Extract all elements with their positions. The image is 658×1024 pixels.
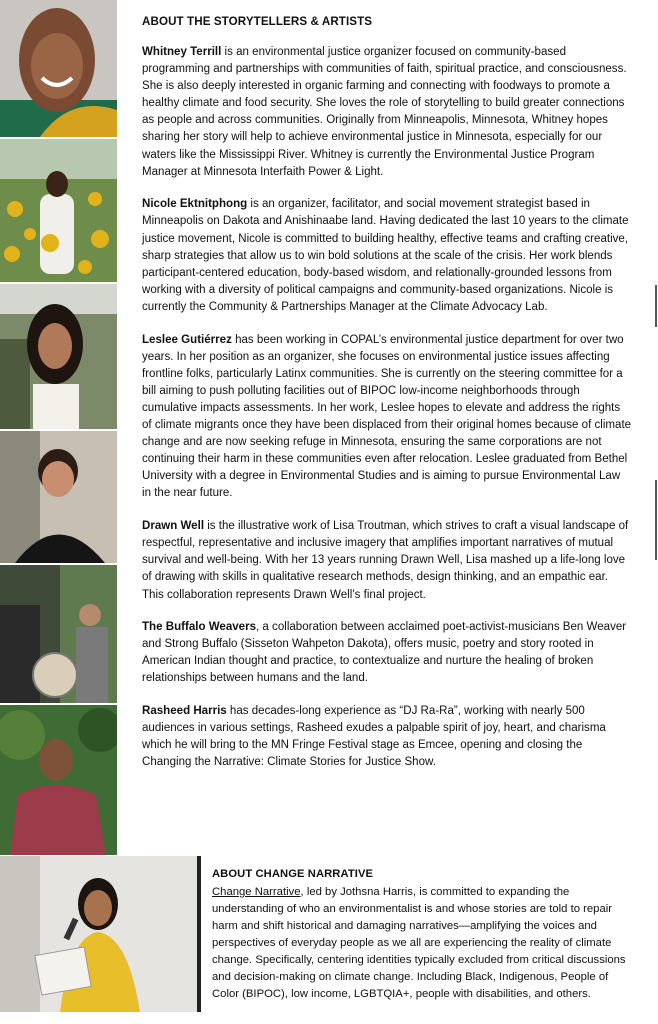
bio-whitney — [142, 44, 632, 181]
storytellers-section — [142, 14, 632, 787]
bio-text: has been working in COPAL’s environmental justice department for over two years. In her position as an organizer, she focuses on environmental justice issues affecting frontline folks, particularly Latinx communities. She is currently on the steering committee for a bill aiming to push polluting facilities out of BIPOC low-income neighborhoods through cumulative impacts assessments. In her work, Leslee hopes to elevate and address the rights of climate migrants once they have been displaced from their original homes because of climate change and are now seeking refuge in Minnesota, ensuring the same corporations are not continuing their harm in these communities even after relocation. Leslee graduated from Bethel University with a degree in Environmental Studies and is aiming to pursue Environmental Law in the near future. — [142, 333, 632, 500]
bio-text: is an environmental justice organizer focused on community-based programming and partnerships with communities of faith, spiritual practice, and consciousness. She is also deeply interested in organic farming and connecting with foodways to promote a healthy climate and food security. She loves the role of storytelling to build greater connections as people and across communities. Originally from Minneapolis, Minnesota, Whitney hopes sharing her story will help to achieve environmental justice in Minnesota, especially for our waters like the Mississippi River. Whitney is currently the Environmental Justice Program Manager at Minnesota Interfaith Power & Light. — [142, 46, 627, 178]
scroll-indicator-top — [655, 285, 657, 327]
portrait-photo-whitney — [0, 0, 117, 137]
change-narrative-photo — [0, 856, 201, 1012]
bio-leslee — [142, 332, 632, 503]
portrait-photo-nicole — [0, 139, 117, 282]
scroll-indicator-bottom — [655, 480, 657, 560]
bio-text: has decades-long experience as “DJ Ra-Ra”, working with nearly 500 audiences in various settings, Rasheed exudes a palpable spirit of joy, heart, and charisma which he will bring to the MN Fringe Festival stage as Emcee, opening and closing the Changing the Narrative: Climate Stories for Justice Show. — [142, 705, 606, 769]
bio-text: is the illustrative work of Lisa Troutman, which strives to craft a visual landscape of respectful, representative and inclusive imagery that amplifies important narratives of mutual survival and well-being. With her 13 years running Drawn Well, Lisa mashed up a life-long love of drawing with skills in qualitative research methods, design thinking, and an empathic ear. This collaboration represents Drawn Well’s final project. — [142, 520, 629, 601]
bio-buffalo-weavers — [142, 619, 632, 687]
portrait-photo-buffalo-weavers — [0, 565, 117, 703]
bio-drawn-well — [142, 518, 632, 603]
bio-name: Leslee Gutiérrez — [142, 333, 232, 346]
portrait-photo-rasheed — [0, 705, 117, 855]
bio-name: Nicole Ektnitphong — [142, 198, 248, 211]
bio-text: , a collaboration between acclaimed poet-activist-musicians Ben Weaver and Strong Buffalo (Sisseton Wahpeton Dakota), offers music, poetry and story rooted in American Indian thought and practice, to contextualize and nurture the healing of broken relationships between humans and the land. — [142, 621, 627, 685]
section-heading: ABOUT THE STORYTELLERS & ARTISTS — [142, 15, 373, 28]
bio-name: Whitney Terrill — [142, 46, 222, 58]
change-narrative-text — [212, 884, 637, 1003]
bio-text: is an organizer, facilitator, and social movement strategist based in Minneapolis on Dakota and Anishinaabe land. Having dedicated the last 10 years to the climate justice movement, Nicole is committed to building healthy, effective teams and crafting creative, sharp strategies that allow us to win bold solutions at the scale of the crisis. Her work blends participant-centered education, body-based wisdom, and relationally-grounded lessons from working with a diversity of political campaigns and community-based organizations. Nicole is currently the Community & Partnerships Manager at the Climate Advocacy Lab. — [142, 198, 629, 313]
bio-name: Rasheed Harris — [142, 705, 227, 718]
bio-name: The Buffalo Weavers — [142, 621, 257, 634]
change-narrative-heading: ABOUT CHANGE NARRATIVE — [212, 868, 374, 880]
bio-rasheed — [142, 703, 632, 771]
change-narrative-body: , led by Jothsna Harris, is committed to expanding the understanding of who an environmentalist is and whose stories are told to repair harm and shift historical and damaging narratives—amplifying the voices and perspectives of everyday people as we all are experiencing the reality of climate change. Specifically, centering identities typically excluded from critical discussions and decision-making on climate change. Including Black, Indigenous, People of Color (BIPOC), low income, LGBTQIA+, people with disabilities, and others. — [212, 886, 626, 1000]
bio-name: Drawn Well — [142, 520, 205, 533]
bio-nicole — [142, 196, 632, 316]
change-narrative-section — [212, 866, 637, 1003]
portrait-photo-drawn-well — [0, 431, 117, 563]
portrait-photo-leslee — [0, 284, 117, 429]
change-narrative-link[interactable]: Change Narrative — [212, 886, 301, 898]
